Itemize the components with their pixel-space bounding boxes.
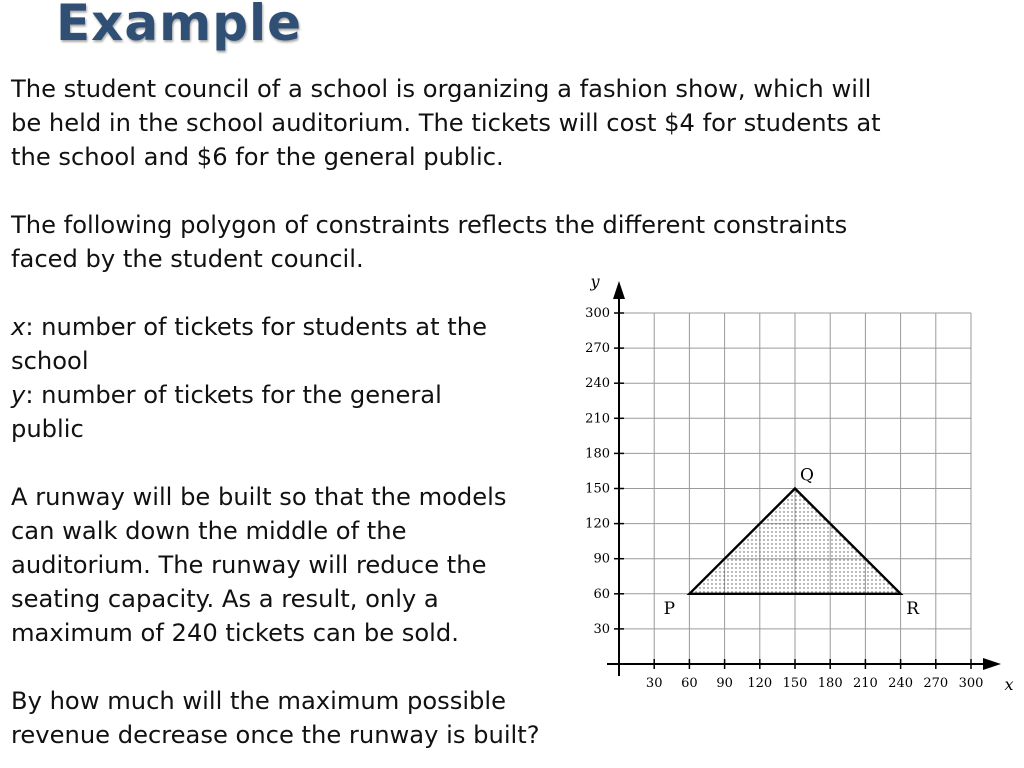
feasible-region [689,489,900,594]
y-axis-label: y [590,272,600,291]
text-line: By how much will the maximum possible [11,687,507,715]
axis-labels [585,272,1013,694]
y-tick-label: 300 [585,306,610,321]
x-definition [11,310,487,344]
x-variable: x [11,313,26,341]
y-tick-label: 180 [585,446,610,462]
x-tick-label: 240 [888,676,914,691]
y-tick-label: 90 [593,551,610,567]
constraint-polygon-graph [570,266,1014,700]
x-axis-arrow [983,658,1001,670]
x-tick-label: 180 [817,676,843,691]
y-tick-label: 30 [593,621,610,637]
variable-definitions [11,310,487,446]
runway-paragraph [11,480,507,650]
slide-title: Example [56,0,303,52]
vertex-label: P [663,598,676,619]
question-paragraph [11,684,540,752]
x-tick-label: 210 [852,676,878,691]
y-variable: y [11,381,26,409]
x-tick-label: 120 [747,676,773,691]
text-line: auditorium. The runway will reduce the [11,551,487,579]
x-tick-label: 30 [645,676,663,691]
problem-context-paragraph [11,72,881,174]
text-line: faced by the student council. [11,245,364,273]
text-line: revenue decrease once the runway is built? [11,721,540,749]
y-definition-text: : number of tickets for the general [25,381,442,409]
text-line: be held in the school auditorium. The tickets will cost $4 for students at [11,109,881,137]
y-tick-label: 210 [585,411,610,427]
text-line: The following polygon of constraints reflects the different constraints [11,211,848,239]
text-line: the school and $6 for the general public. [11,143,504,171]
y-tick-label: 270 [585,341,610,357]
y-tick-label: 240 [585,376,610,392]
y-definition [11,378,487,412]
text-line: seating capacity. As a result, only a [11,585,439,613]
constraint-polygon [689,489,900,594]
x-tick-label: 90 [716,676,733,691]
x-definition-text: : number of tickets for students at the [25,313,487,341]
x-tick-label: 270 [923,676,949,691]
y-tick-label: 60 [593,586,610,602]
vertex-label: Q [800,465,814,486]
text-line: can walk down the middle of the [11,517,407,545]
text-line: maximum of 240 tickets can be sold. [11,619,459,647]
x-tick-label: 300 [958,676,984,691]
y-tick-label: 150 [585,481,610,497]
x-axis-label: x [1004,675,1014,694]
text-line: school [11,347,89,375]
y-tick-label: 120 [585,516,610,532]
y-axis-arrow [613,281,625,299]
x-tick-label: 60 [681,676,698,691]
text-line: A runway will be built so that the models [11,483,507,511]
text-line: The student council of a school is organizing a fashion show, which will [11,75,872,103]
vertex-label: R [906,598,920,619]
text-line: public [11,415,84,443]
x-tick-label: 150 [782,676,808,691]
